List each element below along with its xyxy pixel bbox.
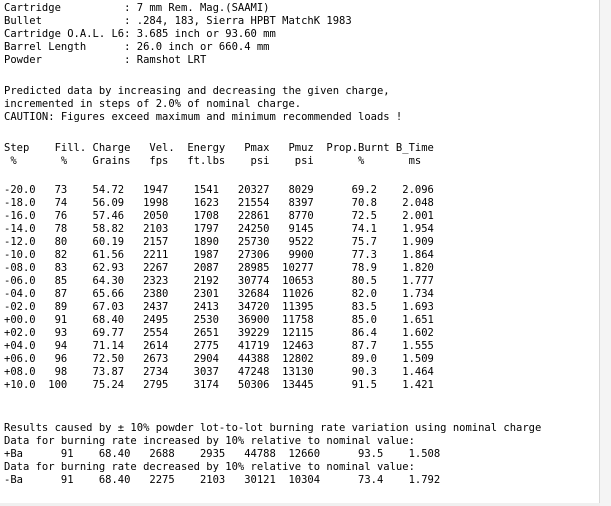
table-row: -10.0 82 61.56 2211 1987 27306 9900 77.3 1.864: [4, 249, 434, 261]
vertical-scrollbar[interactable]: [600, 0, 611, 506]
table-row: +10.0 100 75.24 2795 3174 50306 13445 91.5 1.421: [4, 379, 434, 391]
table-row: -08.0 83 62.93 2267 2087 28985 10277 78.9 1.820: [4, 262, 434, 274]
powder-line: Powder : Ramshot LRT: [4, 54, 207, 66]
intro-line: Predicted data by increasing and decreasing the given charge,: [4, 85, 390, 97]
table-row: +00.0 91 68.40 2495 2530 36900 11758 85.0 1.651: [4, 314, 434, 326]
bullet-line: Bullet : .284, 183, Sierra HPBT MatchK 1983: [4, 15, 352, 27]
table-row: -06.0 85 64.30 2323 2192 30774 10653 80.5 1.777: [4, 275, 434, 287]
variation-decreased-row: -Ba 91 68.40 2275 2103 30121 10304 73.4 1.792: [4, 474, 441, 486]
caution-line: CAUTION: Figures exceed maximum and minimum recommended loads !: [4, 111, 403, 123]
table-row: +08.0 98 73.87 2734 3037 47248 13130 90.3 1.464: [4, 366, 434, 378]
table-row: -20.0 73 54.72 1947 1541 20327 8029 69.2 2.096: [4, 184, 434, 196]
variation-summary-line: Results caused by ± 10% powder lot-to-lot burning rate variation using nominal charge: [4, 422, 542, 434]
table-row: -04.0 87 65.66 2380 2301 32684 11026 82.0 1.734: [4, 288, 434, 300]
table-header-line: Step Fill. Charge Vel. Energy Pmax Pmuz Prop.Burnt B_Time: [4, 142, 434, 154]
table-row: +04.0 94 71.14 2614 2775 41719 12463 87.7 1.555: [4, 340, 434, 352]
table-row: +02.0 93 69.77 2554 2651 39229 12115 86.4 1.602: [4, 327, 434, 339]
variation-increased-row: +Ba 91 68.40 2688 2935 44788 12660 93.5 1.508: [4, 448, 441, 460]
table-row: +06.0 96 72.50 2673 2904 44388 12802 89.0 1.509: [4, 353, 434, 365]
intro-line: incremented in steps of 2.0% of nominal charge.: [4, 98, 302, 110]
cartridge-oal-line: Cartridge O.A.L. L6: 3.685 inch or 93.60 mm: [4, 28, 276, 40]
table-row: -12.0 80 60.19 2157 1890 25730 9522 75.7 1.909: [4, 236, 434, 248]
table-units-line: % % Grains fps ft.lbs psi psi % ms: [4, 155, 422, 167]
cartridge-line: Cartridge : 7 mm Rem. Mag.(SAAMI): [4, 2, 270, 14]
variation-increased-label: Data for burning rate increased by 10% relative to nominal value:: [4, 435, 415, 447]
barrel-length-line: Barrel Length : 26.0 inch or 660.4 mm: [4, 41, 270, 53]
table-row: -18.0 74 56.09 1998 1623 21554 8397 70.8 2.048: [4, 197, 434, 209]
variation-decreased-label: Data for burning rate decreased by 10% relative to nominal value:: [4, 461, 415, 473]
table-row: -02.0 89 67.03 2437 2413 34720 11395 83.5 1.693: [4, 301, 434, 313]
table-row: -14.0 78 58.82 2103 1797 24250 9145 74.1 1.954: [4, 223, 434, 235]
table-row: -16.0 76 57.46 2050 1708 22861 8770 72.5 2.001: [4, 210, 434, 222]
